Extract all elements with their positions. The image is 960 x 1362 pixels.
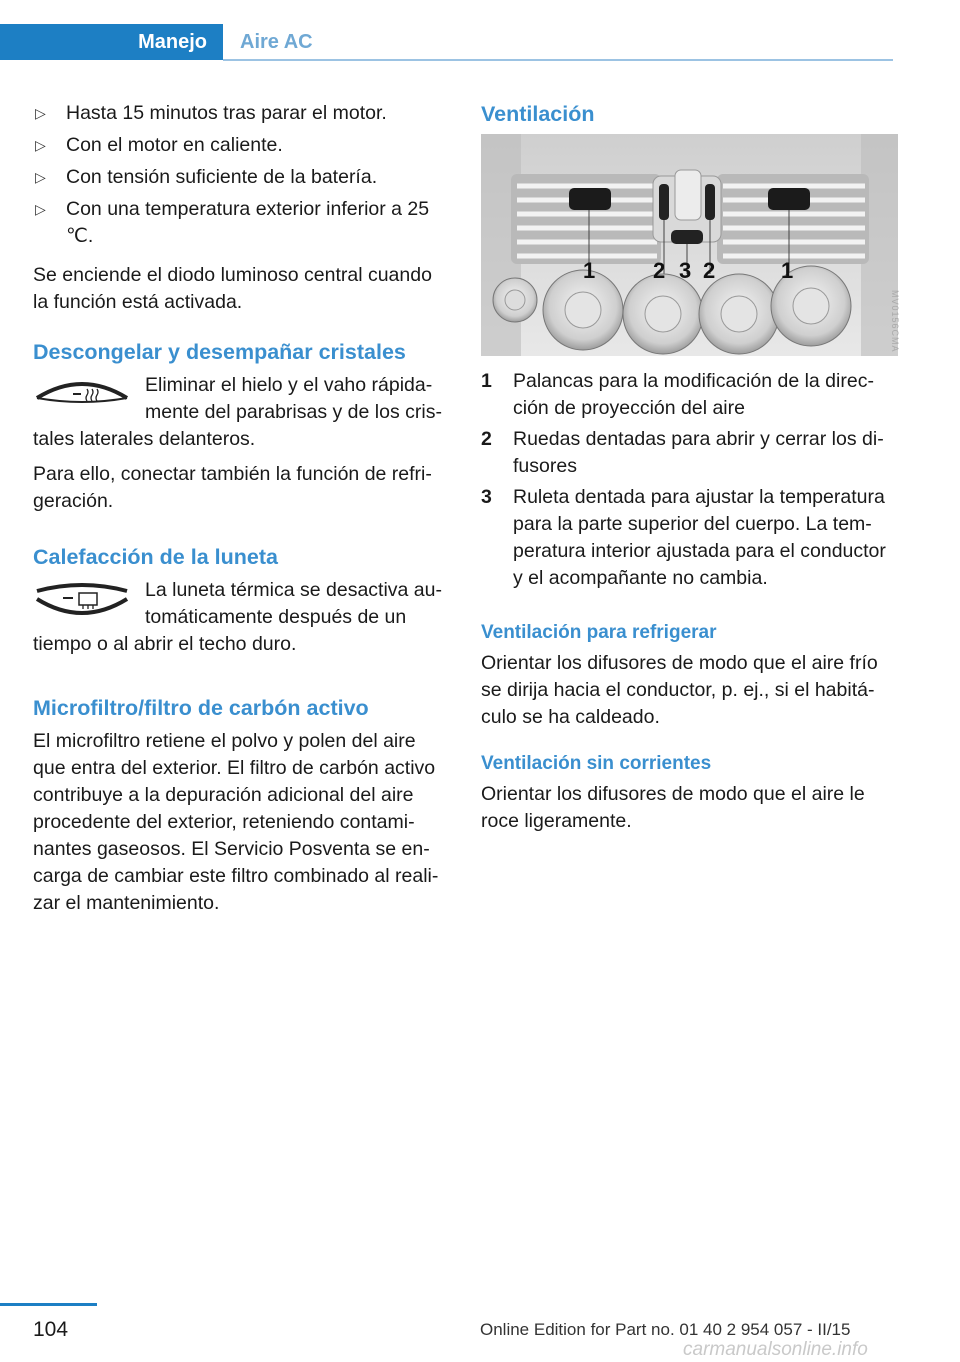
subsection-title-cooling: Ventilación para refrigerar [481,622,717,643]
rear-heating-block [33,577,445,666]
paragraph: La luneta térmica se desactiva automáticamente después de un tiempo o al abrir el techo duro. [33,579,443,655]
list-item: ▷ Con una temperatura exterior inferior a 25 ℃. [35,198,430,247]
figure-label: 3 [679,258,692,283]
site-watermark: carmanualsonline.info [683,1339,868,1360]
paragraph: Eliminar el hielo y el vaho rápidamente del parabrisas y de los cristales laterales delanteros. [33,374,442,450]
header-rule [223,59,893,61]
paragraph: Orientar los difusores de modo que el aire frío se dirija hacia el conductor, p. ej., si el habitáculo se ha caldeado. [481,652,878,728]
windshield-defrost-button-icon [33,376,131,416]
section-title-defrost: Descongelar y desempañar cristales [33,340,406,364]
figure-label: 1 [583,258,596,283]
tab-manejo[interactable]: Manejo [0,24,223,60]
defrost-block [33,372,445,461]
list-item: ▷ Con el motor en caliente. [33,132,445,159]
list-item: ▷ Con tensión suficiente de la batería. [33,164,445,191]
triangle-bullet-icon: ▷ [35,201,46,217]
list-item: ▷ Hasta 15 minutos tras parar el motor. [33,100,445,127]
triangle-bullet-icon: ▷ [35,105,46,121]
figure-code: MV0156CMA [890,290,900,353]
left-column [33,100,445,925]
rear-window-heating-button-icon [33,581,131,621]
paragraph: Para ello, conectar también la función de refrigeración. [33,463,432,512]
triangle-bullet-icon: ▷ [35,137,46,153]
paragraph: El microfiltro retiene el polvo y polen del aire que entra del exterior. El filtro de carbón activo contribuye a la depuración adicional del aire procedente del exterior, reteniendo contaminantes gaseosos. El Servicio Posventa se encarga de cambiar este filtro combinado al realizar el mantenimiento. [33,730,439,914]
list-item: 2 Ruedas dentadas para abrir y cerrar los difusores [481,428,884,477]
header-bar [0,24,893,62]
air-vents-illustration [481,134,898,356]
triangle-bullet-icon: ▷ [35,169,46,185]
footer-rule [0,1303,97,1306]
right-column [481,100,899,843]
section-title-microfilter: Microfiltro/filtro de carbón activo [33,696,369,720]
figure-label: 1 [781,258,794,283]
subsection-title-no-drafts: Ventilación sin corrientes [481,753,712,774]
vent-figure [481,134,898,356]
section-title-ventilation: Ventilación [481,102,595,126]
list-item: 3 Ruleta dentada para ajustar la temperatura para la parte superior del cuerpo. La temperatura interior ajustada para el conductor y el acompañante no cambia. [481,486,886,589]
figure-label: 2 [653,258,666,283]
edition-footer: Online Edition for Part no. 01 40 2 954 057 - II/15 [480,1320,851,1339]
paragraph: Orientar los difusores de modo que el aire le roce ligeramente. [481,783,865,832]
page-number: 104 [33,1318,69,1341]
tab-aire-ac[interactable]: Aire AC [240,31,313,53]
figure-label: 2 [703,258,716,283]
section-title-rear-heating: Calefacción de la luneta [33,545,278,569]
paragraph: Se enciende el diodo luminoso central cuando la función está activada. [33,264,432,313]
list-item: 1 Palancas para la modificación de la dirección de proyección del aire [481,370,874,419]
